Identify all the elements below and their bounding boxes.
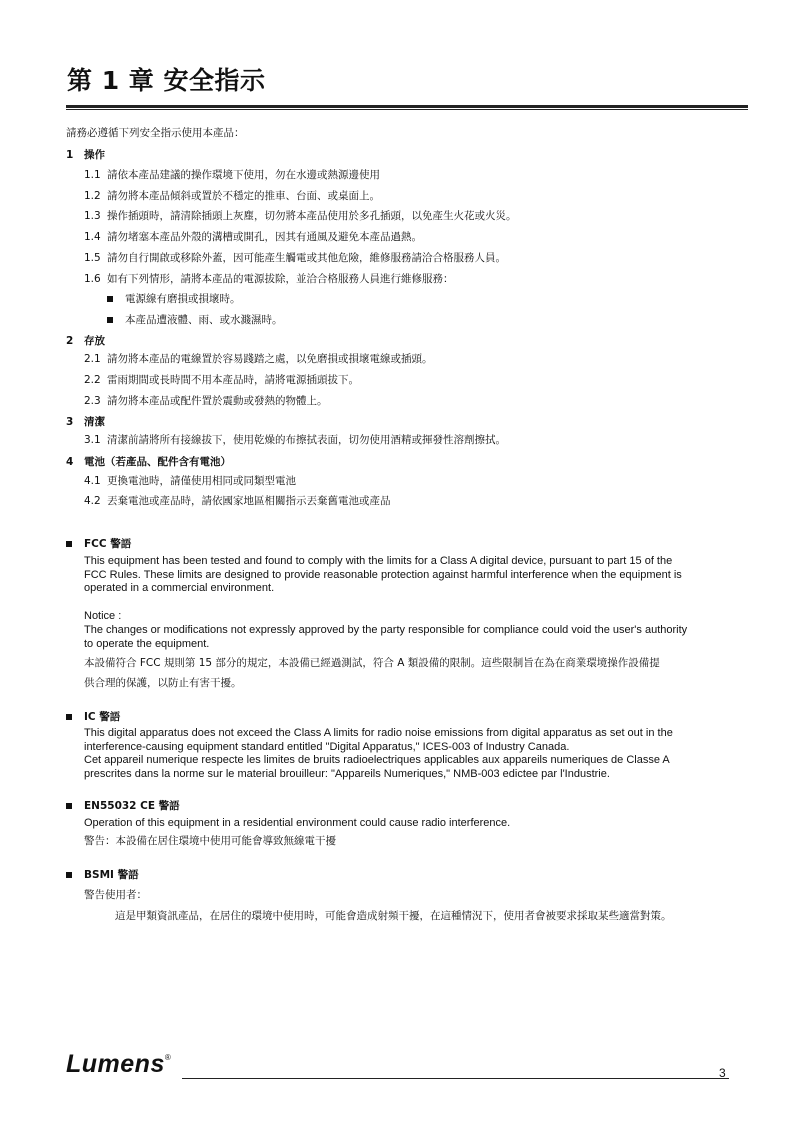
title-rule-thin xyxy=(66,109,748,110)
bsmi-heading: BSMI 警語 xyxy=(84,869,139,881)
item-text: 請勿自行開啟或移除外蓋，因可能產生觸電或其他危險，維修服務請洽合格服務人員。 xyxy=(107,252,506,264)
item-text: 請勿堵塞本產品外殼的溝槽或開孔，因其有通風及避免本產品過熱。 xyxy=(107,231,422,243)
item-text: 操作插頭時，請清除插頭上灰塵，切勿將本產品使用於多孔插頭，以免產生火花或火災。 xyxy=(107,210,517,222)
title-rule xyxy=(66,105,748,108)
lumens-logo xyxy=(66,1050,171,1079)
fcc-heading: FCC 警語 xyxy=(84,538,132,550)
intro-text: 請務必遵循下列安全指示使用本產品： xyxy=(66,127,245,139)
square-bullet-icon xyxy=(66,803,72,809)
page-number: 3 xyxy=(719,1066,726,1080)
item-number: 1.6 xyxy=(84,273,101,285)
item-number: 1.2 xyxy=(84,190,101,202)
item-text: 丟棄電池或產品時，請依國家地區相關指示丟棄舊電池或產品 xyxy=(107,495,391,507)
item-number: 3.1 xyxy=(84,434,101,446)
item-text: 請依本產品建議的操作環境下使用，勿在水邊或熱源邊使用 xyxy=(107,169,380,181)
item-text: 更換電池時，請僅使用相同或同類型電池 xyxy=(107,475,296,487)
bullet-text: 本產品遭液體、雨、或水濺濕時。 xyxy=(125,314,283,326)
item-number: 1.1 xyxy=(84,169,101,181)
square-bullet-icon xyxy=(107,296,113,302)
bsmi-label: 警告使用者： xyxy=(84,889,147,901)
item-number: 1.5 xyxy=(84,252,101,264)
item-number: 4.2 xyxy=(84,495,101,507)
section-bullet xyxy=(66,799,72,813)
section-title-battery: 電池（若產品、配件含有電池） xyxy=(84,456,231,468)
item-number: 2.1 xyxy=(84,353,101,365)
square-bullet-icon xyxy=(66,714,72,720)
section-number: 3 xyxy=(66,416,74,428)
item-text: 請勿將本產品傾斜或置於不穩定的推車、台面、或桌面上。 xyxy=(107,190,380,202)
en55032-zh: 警告：本設備在居住環境中使用可能會導致無線電干擾 xyxy=(84,835,336,847)
en55032-body: Operation of this equipment in a residential environment could cause radio interference. xyxy=(84,817,511,829)
item-text: 請勿將本產品或配件置於震動或發熱的物體上。 xyxy=(107,395,328,407)
item-number: 1.3 xyxy=(84,210,101,222)
section-bullet xyxy=(66,710,72,724)
registered-mark: ® xyxy=(164,1052,172,1062)
square-bullet-icon xyxy=(107,317,113,323)
section-title-storage: 存放 xyxy=(84,335,105,347)
item-number: 4.1 xyxy=(84,475,101,487)
section-number: 1 xyxy=(66,149,74,161)
en55032-heading: EN55032 CE 警語 xyxy=(84,800,180,812)
item-text: 清潔前請將所有接線拔下，使用乾燥的布擦拭表面，切勿使用酒精或揮發性溶劑擦拭。 xyxy=(107,434,506,446)
logo-text: Lumens xyxy=(66,1050,165,1078)
item-number: 1.4 xyxy=(84,231,101,243)
fcc-notice-label: Notice : xyxy=(84,610,122,622)
section-bullet xyxy=(66,868,72,882)
item-text: 請勿將本產品的電線置於容易踐踏之處，以免磨損或損壞電線或插頭。 xyxy=(107,353,433,365)
section-title-operation: 操作 xyxy=(84,149,105,161)
fcc-zh-line2: 供合理的保護，以防止有害干擾。 xyxy=(84,677,242,689)
footer-rule xyxy=(182,1078,729,1079)
section-number: 2 xyxy=(66,335,74,347)
bullet-text: 電源線有磨損或損壞時。 xyxy=(125,293,241,305)
section-bullet xyxy=(66,537,72,551)
section-number: 4 xyxy=(66,456,74,468)
fcc-notice-body: The changes or modifications not expressly approved by the party responsible for compliance could void the user's authority to operate the equipment. xyxy=(84,624,688,650)
ic-heading: IC 警語 xyxy=(84,711,121,723)
section-title-cleaning: 清潔 xyxy=(84,416,105,428)
square-bullet-icon xyxy=(66,541,72,547)
bullet-item xyxy=(107,313,113,327)
item-text: 如有下列情形，請將本產品的電源拔除，並洽合格服務人員進行維修服務： xyxy=(107,273,454,285)
item-text: 雷雨期間或長時間不用本產品時，請將電源插頭拔下。 xyxy=(107,374,359,386)
item-number: 2.3 xyxy=(84,395,101,407)
fcc-zh-line1: 本設備符合 FCC 規則第 15 部分的規定，本設備已經過測試，符合 A 類設備的限制。這些限制旨在為在商業環境操作設備提 xyxy=(84,657,660,669)
bsmi-body: 這是甲類資訊產品，在居住的環境中使用時，可能會造成射頻干擾，在這種情況下，使用者會被要求採取某些適當對策。 xyxy=(115,910,672,922)
fcc-body: This equipment has been tested and found to comply with the limits for a Class A digital device, pursuant to part 15 of the FCC Rules. These limits are designed to provide reasonable protection against harmful interference when the equipment is operated in a commercial environment. xyxy=(84,555,682,595)
page-title: 第 1 章 安全指示 xyxy=(67,66,266,95)
ic-body: This digital apparatus does not exceed the Class A limits for radio noise emissions from digital apparatus as set out in the interference-causing equipment standard entitled "Digital Apparatus," ICES-003 of Industry Canada. Cet appareil numerique respecte les limites de bruits radioelectriques applicables aux appareils numeriques de Classe A prescrites dans la norme sur le material brouilleur: "Appareils Numeriques," NMB-003 edictee par l'Industrie. xyxy=(84,727,673,780)
bullet-item xyxy=(107,292,113,306)
item-number: 2.2 xyxy=(84,374,101,386)
square-bullet-icon xyxy=(66,872,72,878)
